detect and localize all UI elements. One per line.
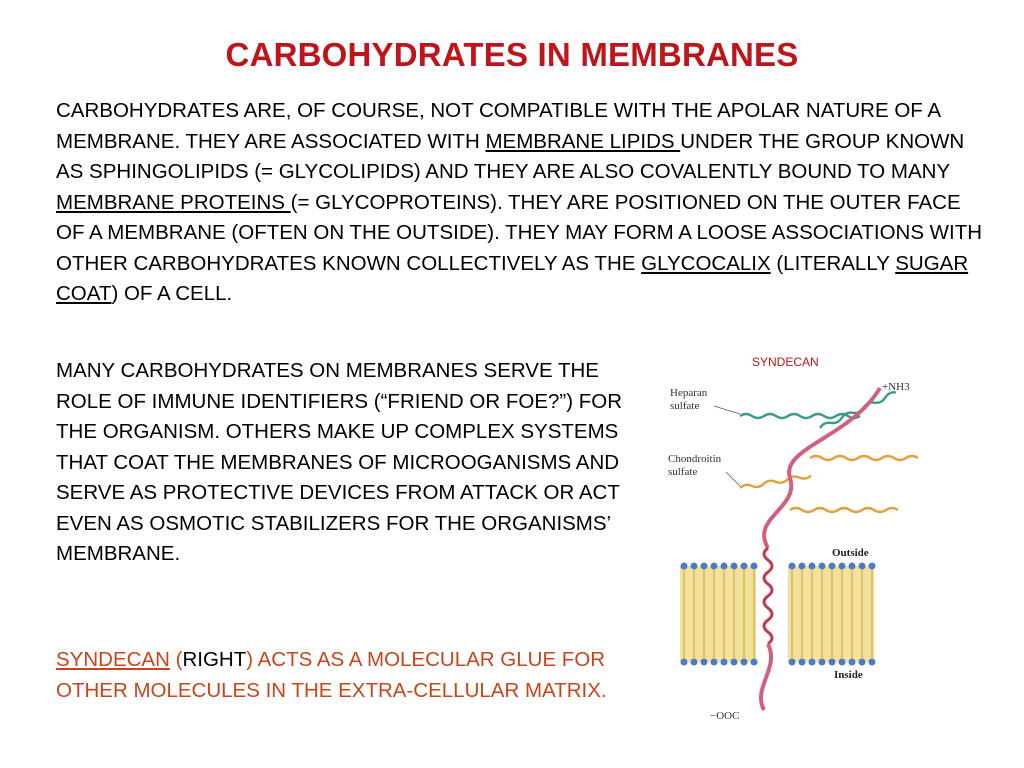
intro-text-4: (LITERALLY	[770, 251, 896, 275]
chondroitin-label-1: Chondroitin	[668, 453, 722, 465]
heparan-chain-2	[819, 391, 897, 430]
coo-label: −OOC	[710, 710, 740, 722]
transmembrane-helix	[764, 548, 772, 644]
syndecan-description: ) ACTS AS A MOLECULAR GLUE FOR OTHER MOLECULES IN THE EXTRA-CELLULAR MATRIX.	[56, 648, 607, 702]
chondroitin-label-2: sulfate	[668, 466, 698, 478]
syndecan-right-word: RIGHT	[182, 648, 247, 671]
nh3-label: +NH3	[882, 381, 910, 393]
sugar-coat-link[interactable]: SUGAR COAT	[56, 251, 969, 305]
syndecan-open-paren: (	[169, 648, 183, 671]
heparan-label-2: sulfate	[670, 400, 700, 412]
glycocalix-link[interactable]: GLYCOCALIX	[641, 251, 771, 275]
intro-text-1: CARBOHYDRATES ARE, OF COURSE, NOT COMPATIBLE WITH THE APOLAR NATURE OF A MEMBRANE. THEY ARE ASSOCIATED WITH	[56, 99, 940, 153]
heparan-pointer	[714, 406, 740, 414]
intro-paragraph	[56, 96, 986, 310]
heparan-label-1: Heparan	[670, 387, 708, 399]
chondroitin-chain-2	[740, 474, 812, 490]
syndecan-link[interactable]: SYNDECAN	[56, 648, 170, 671]
lipid-bilayer	[680, 563, 876, 666]
outside-label: Outside	[832, 547, 869, 559]
membrane-lipids-link[interactable]: MEMBRANE LIPIDS	[485, 129, 681, 153]
immune-paragraph: MANY CARBOHYDRATES ON MEMBRANES SERVE THE ROLE OF IMMUNE IDENTIFIERS (“FRIEND OR FOE?”) FOR THE ORGANISM. OTHERS MAKE UP COMPLEX SYSTEMS THAT COAT THE MEMBRANES OF MICROOGANISMS AND SERVE AS PROTECTIVE DEVICES FROM ATTACK OR ACT EVEN AS OSMOTIC STABILIZERS FOR THE ORGANISMS’ MEMBRANE.	[56, 359, 623, 565]
syndecan-figure	[640, 348, 970, 728]
syndecan-core-protein	[764, 388, 880, 548]
syndecan-paragraph	[56, 645, 656, 706]
figure-caption: SYNDECAN	[752, 355, 819, 369]
intro-text-5: ) OF A CELL.	[111, 282, 233, 305]
slide-title: CARBOHYDRATES IN MEMBRANES	[225, 36, 799, 73]
intro-text-2: UNDER THE GROUP KNOWN AS SPHINGOLIPIDS (= GLYCOLIPIDS) AND THEY ARE ALSO COVALENTLY BOUND TO MANY	[56, 129, 965, 183]
cytoplasmic-tail	[761, 644, 771, 710]
chondroitin-chain-3	[790, 508, 898, 512]
membrane-proteins-link[interactable]: MEMBRANE PROTEINS	[56, 190, 291, 214]
chondroitin-chain-1	[810, 456, 918, 460]
chondroitin-pointer	[726, 472, 740, 486]
inside-label: Inside	[834, 669, 863, 681]
intro-text-3: (= GLYCOPROTEINS). THEY ARE POSITIONED ON THE OUTER FACE OF A MEMBRANE (OFTEN ON THE OUTSIDE). THEY MAY FORM A LOOSE ASSOCIATIONS WITH OTHER CARBOHYDRATES KNOWN COLLECTIVELY AS THE	[56, 190, 983, 275]
